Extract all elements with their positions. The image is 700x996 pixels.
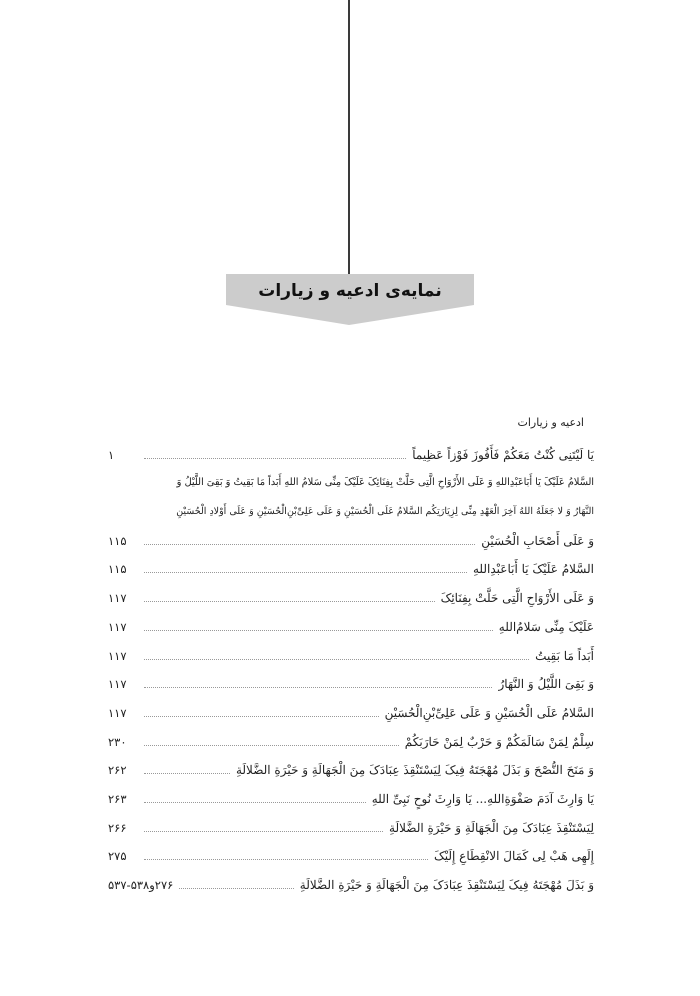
entry-text: وَ عَلَی أَصْحَابِ الْحُسَیْنِ — [481, 533, 594, 548]
index-entry — [108, 750, 594, 779]
dot-leader — [144, 544, 475, 545]
dot-leader — [144, 802, 366, 803]
page-number: ۲۶۳ — [108, 791, 127, 806]
dot-leader — [144, 773, 230, 774]
index-entry — [108, 836, 594, 865]
page-number: ۱۱۷ — [108, 677, 127, 692]
entry-text: عَلَیْکَ مِنِّی سَلامُ‌اللهِ — [498, 619, 594, 634]
index-entry — [108, 635, 594, 664]
page-number: ۲۶۶ — [108, 820, 127, 835]
page-number: ۱۱۷ — [108, 648, 127, 663]
page-number: ۱۱۵ — [108, 533, 127, 548]
entry-line — [108, 463, 594, 492]
page-number: ۱۱۵ — [108, 562, 127, 577]
page-number: ۱۱۷ — [108, 705, 127, 720]
entry-text: السَّلامُ عَلَیْکَ یَا أَبَاعَبْدِاللهِ — [472, 562, 594, 577]
dot-leader — [144, 687, 492, 688]
dot-leader — [144, 659, 529, 660]
index-entry — [108, 549, 594, 578]
entry-line — [108, 520, 594, 549]
entry-text: إِلَهِی هَبْ لِی کَمَالَ الانْقِطَاعِ إِلَیْکَ — [434, 849, 594, 864]
index-entry — [108, 807, 594, 836]
page-number: ۲۷۵ — [108, 849, 127, 864]
page-number: ۱۱۷ — [108, 619, 127, 634]
dot-leader — [144, 859, 428, 860]
dot-leader — [144, 745, 399, 746]
entry-text: یَا لَیْتَنِی کُنْتُ مَعَکُمْ فَأَفُوزَ فَوْزاً عَظِیماً — [412, 447, 594, 462]
entry-text: السَّلامُ عَلَی الْحُسَیْنِ وَ عَلَی عَلِیِّ‌بْنِ‌الْحُسَیْنِ — [384, 705, 594, 720]
index-entry — [108, 664, 594, 693]
index-list — [108, 412, 594, 893]
dot-leader — [179, 888, 293, 889]
index-heading: ادعیه و زیارات — [517, 416, 584, 429]
entry-text: لِیَسْتَنْقِذَ عِبَادَکَ مِنَ الْجَهَالَةِ وَ حَیْرَةِ الضَّلالَةِ — [389, 820, 594, 835]
page-number: ۲۷۶و۵۳۸-۵۳۷ — [108, 878, 174, 892]
entry-text: وَ بَذَلَ مُهْجَتَهُ فِیکَ لِیَسْتَنْقِذَ عِبَادَکَ مِنَ الْجَهَالَةِ وَ حَیْرَةِ الضَّلالَةِ — [299, 878, 594, 892]
index-entry — [108, 721, 594, 750]
index-entry — [108, 434, 594, 463]
index-entry — [108, 692, 594, 721]
dot-leader — [144, 601, 435, 602]
entry-text: النَّهَارُ وَ لا جَعَلَهُ اللهُ آخِرَ الْعَهْدِ مِنِّی لِزِیَارَتِکُم السَّلامُ عَلَی الْحُسَیْنِ وَ عَلَی عَلِیِّ‌بْنِ‌الْحُسَیْنِ وَ عَلَی أَوْلادِ الْحُسَیْنِ — [176, 506, 594, 518]
entry-text: وَ مَنَحَ النُّصْحَ وَ بَذَلَ مُهْجَتَهُ فِیکَ لِیَسْتَنْقِذَ عِبَادَکَ مِنَ الْجَهَالَةِ وَ حَیْرَةِ الضَّلالَةِ — [235, 763, 594, 778]
banner-title: نمایه‌ی ادعیه و زیارات — [258, 281, 442, 301]
dot-leader — [144, 630, 493, 631]
dot-leader — [144, 716, 379, 717]
entry-text: سِلْمٌ لِمَنْ سَالَمَکُمْ وَ حَرْبٌ لِمَنْ حَارَبَکُمْ — [404, 734, 594, 749]
entry-line — [108, 491, 594, 520]
dot-leader — [144, 572, 467, 573]
index-entry — [108, 606, 594, 635]
section-banner — [226, 274, 474, 326]
entry-text: یَا وَارِثَ آدَمَ صَفْوَةِاللهِ... یَا وَارِثَ نُوحٍ نَبِیِّ اللهِ — [371, 791, 594, 806]
entry-text: أَبَداً مَا بَقِیتُ — [535, 648, 594, 663]
page-number: ۱ — [108, 447, 115, 462]
vertical-rule — [348, 0, 350, 275]
index-entry — [108, 577, 594, 606]
entry-text: وَ عَلَی الأَرْوَاحِ الَّتِی حَلَّتْ بِفِنَائِکَ — [440, 591, 594, 606]
index-entry — [108, 864, 594, 893]
index-entry — [108, 463, 594, 549]
dot-leader — [144, 831, 383, 832]
page-number: ۲۶۲ — [108, 763, 127, 778]
page-number: ۲۳۰ — [108, 734, 127, 749]
page-number: ۱۱۷ — [108, 591, 127, 606]
entry-text: وَ بَقِیَ اللَّیْلُ وَ النَّهَارُ — [498, 677, 594, 692]
entry-text: السَّلامُ عَلَیْکَ یَا أَبَاعَبْدِاللهِ وَ عَلَی الأَرْوَاحِ الَّتِی حَلَّتْ بِفِنَائِکَ عَلَیْکَ مِنِّی سَلامُ اللهِ أَبَداً مَا بَقِیتُ وَ بَقِیَ اللَّیْلُ وَ — [176, 477, 594, 489]
index-entry — [108, 778, 594, 807]
dot-leader — [144, 458, 406, 459]
